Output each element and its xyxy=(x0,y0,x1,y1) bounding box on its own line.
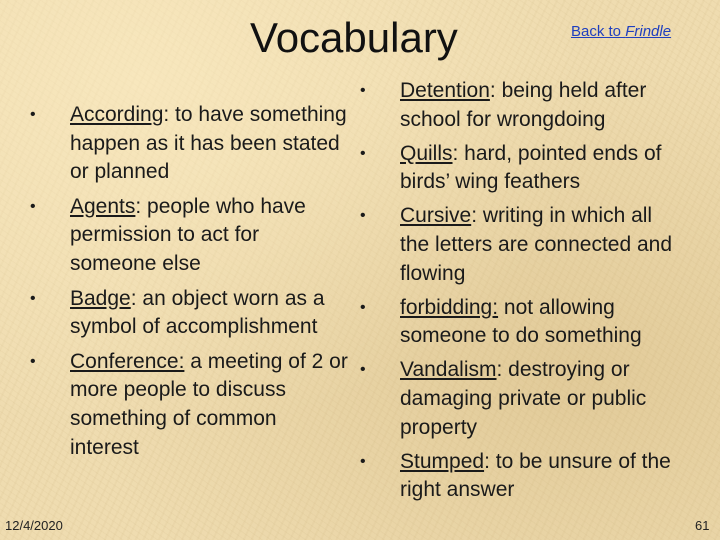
vocab-list-right xyxy=(360,77,680,510)
bullet: • xyxy=(360,361,366,379)
vocab-item xyxy=(360,448,680,505)
vocab-item xyxy=(30,193,350,279)
vocab-term: Agents xyxy=(70,194,136,218)
bullet: • xyxy=(360,452,366,470)
vocab-term: Quills xyxy=(400,141,453,165)
bullet: • xyxy=(360,207,366,225)
bullet: • xyxy=(30,352,36,370)
vocab-item xyxy=(360,356,680,442)
vocab-item xyxy=(360,202,680,288)
vocab-item xyxy=(30,348,350,462)
vocab-definition: : to have something happen as it has been stated or planned xyxy=(70,103,347,184)
vocab-term: Cursive xyxy=(400,204,472,228)
slide-date: 12/4/2020 xyxy=(5,518,63,533)
vocab-item xyxy=(30,285,350,342)
vocab-definition: : destroying or damaging private or public property xyxy=(400,358,647,439)
back-link-prefix: Back to xyxy=(571,23,626,40)
vocab-definition: : being held after school for wrongdoing xyxy=(400,79,647,131)
vocab-item xyxy=(360,294,680,351)
vocab-definition: : writing in which all the letters are connected and flowing xyxy=(400,204,673,285)
vocab-item xyxy=(30,101,350,187)
vocab-item xyxy=(360,77,680,134)
bullet: • xyxy=(30,289,36,307)
vocab-definition: : an object worn as a symbol of accomplishment xyxy=(70,286,325,339)
vocab-definition: : hard, pointed ends of birds’ wing feathers xyxy=(400,141,662,194)
vocab-item xyxy=(360,140,680,197)
vocab-definition: : to be unsure of the right answer xyxy=(400,449,671,502)
back-link-book-title: Frindle xyxy=(625,23,672,40)
vocab-term: Stumped xyxy=(400,449,485,473)
vocab-term: Badge xyxy=(70,286,131,310)
bullet: • xyxy=(30,106,36,123)
bullet: • xyxy=(360,298,366,316)
vocab-term: Detention xyxy=(400,79,490,102)
slide-title: Vocabulary xyxy=(250,14,458,61)
back-to-frindle-link[interactable] xyxy=(571,23,671,40)
vocab-definition: a meeting of 2 or more people to discuss something of common interest xyxy=(70,349,348,459)
bullet: • xyxy=(30,197,36,215)
vocab-term: According xyxy=(70,103,164,126)
slide-number: 61 xyxy=(695,518,710,533)
bullet: • xyxy=(360,144,366,162)
vocab-term: Vandalism xyxy=(400,358,497,382)
vocab-definition: : people who have permission to act for someone else xyxy=(70,194,306,275)
bullet: • xyxy=(360,82,366,99)
vocab-term: Conference: xyxy=(70,349,185,373)
vocab-term: forbidding: xyxy=(400,295,499,319)
vocab-definition: not allowing someone to do something xyxy=(400,295,642,348)
vocab-list-left xyxy=(30,101,350,468)
